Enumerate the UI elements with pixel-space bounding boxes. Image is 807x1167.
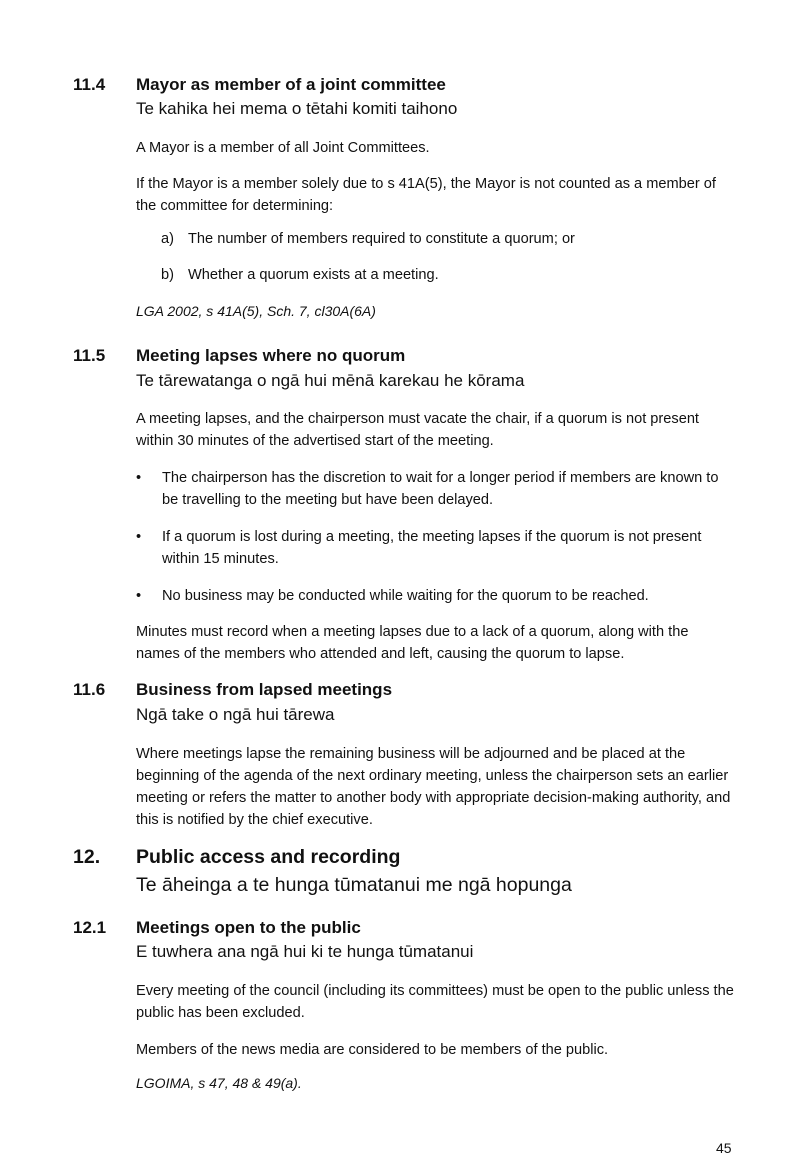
- page-number: 45: [716, 1140, 732, 1156]
- section-number: 11.4: [73, 75, 106, 94]
- section-number: 11.5: [73, 346, 106, 365]
- bullet-glyph: •: [136, 470, 142, 486]
- section-subtitle-maori: Ngā take o ngā hui tārewa: [136, 705, 335, 724]
- section-title: Public access and recording: [136, 846, 401, 868]
- bullet-glyph: •: [136, 529, 142, 545]
- section-title: Meetings open to the public: [136, 918, 361, 937]
- paragraph: Where meetings lapse the remaining business will be adjourned and be placed at the beginning of the agenda of the next ordinary meeting, unless the chairperson sets an earlier meeting or refers the matter to another body with appropriate decision-making authority, and this is notified by the chief executive.: [136, 746, 731, 828]
- paragraph: Every meeting of the council (including its committees) must be open to the public unless the public has been excluded.: [136, 983, 734, 1021]
- section-subtitle-maori: Te kahika hei mema o tētahi komiti taihono: [136, 99, 458, 118]
- paragraph: Minutes must record when a meeting lapses due to a lack of a quorum, along with the names of the members who attended and left, causing the quorum to lapse.: [136, 624, 689, 662]
- paragraph: A meeting lapses, and the chairperson must vacate the chair, if a quorum is not present within 30 minutes of the advertised start of the meeting.: [136, 411, 699, 449]
- section-number: 12.1: [73, 918, 107, 937]
- bullet-glyph: •: [136, 588, 142, 604]
- paragraph: If the Mayor is a member solely due to s 41A(5), the Mayor is not counted as a member of the committee for determining:: [136, 176, 716, 214]
- list-item-text: Whether a quorum exists at a meeting.: [188, 267, 439, 283]
- section-title: Mayor as member of a joint committee: [136, 75, 446, 94]
- list-item-text: The number of members required to constitute a quorum; or: [188, 231, 575, 247]
- section-title: Meeting lapses where no quorum: [136, 346, 406, 365]
- list-item: [161, 267, 439, 283]
- bullet-item: [136, 526, 736, 570]
- bullet-text: No business may be conducted while waiting for the quorum to be reached.: [162, 588, 649, 604]
- section-subtitle-maori: Te āheinga a te hunga tūmatanui me ngā hopunga: [136, 874, 572, 896]
- list-item: [161, 231, 575, 247]
- bullet-item: [136, 467, 736, 511]
- citation: LGA 2002, s 41A(5), Sch. 7, cl30A(6A): [136, 303, 376, 319]
- list-marker: b): [161, 267, 174, 283]
- paragraph: Members of the news media are considered to be members of the public.: [136, 1042, 609, 1058]
- bullet-text: The chairperson has the discretion to wait for a longer period if members are known to be travelling to the meeting but have been delayed.: [162, 470, 719, 508]
- section-subtitle-maori: Te tārewatanga o ngā hui mēnā karekau he kōrama: [136, 371, 525, 390]
- list-marker: a): [161, 231, 174, 247]
- section-number: 11.6: [73, 680, 106, 699]
- paragraph: A Mayor is a member of all Joint Committees.: [136, 140, 430, 156]
- section-number: 12.: [73, 846, 101, 868]
- bullet-text: If a quorum is lost during a meeting, the meeting lapses if the quorum is not present within 15 minutes.: [162, 529, 702, 567]
- section-title: Business from lapsed meetings: [136, 680, 393, 699]
- bullet-item: [136, 585, 736, 607]
- section-subtitle-maori: E tuwhera ana ngā hui ki te hunga tūmatanui: [136, 942, 474, 961]
- citation: LGOIMA, s 47, 48 & 49(a).: [136, 1075, 302, 1091]
